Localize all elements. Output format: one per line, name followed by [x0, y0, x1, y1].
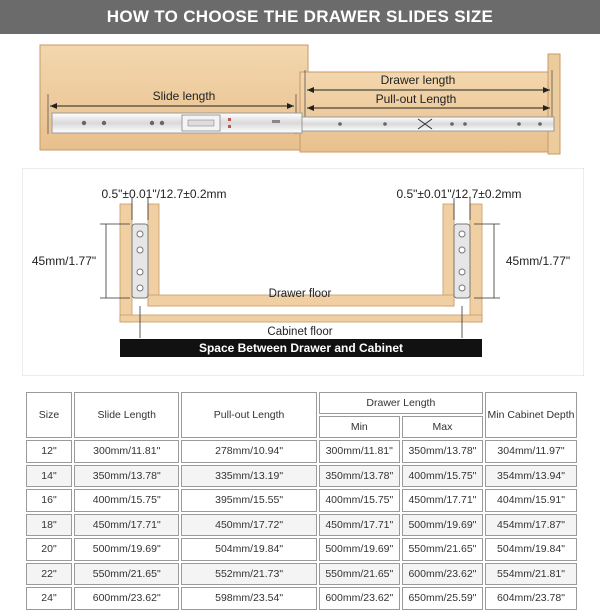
drawer-length-label: Drawer length	[380, 73, 456, 87]
cell-min-cabinet-depth: 504mm/19.84"	[485, 538, 577, 561]
cell-min-cabinet-depth: 304mm/11.97"	[485, 440, 577, 463]
header-min: Min	[319, 416, 400, 438]
space-banner-label: Space Between Drawer and Cabinet	[198, 341, 404, 355]
header-drawer-length: Drawer Length	[319, 392, 483, 414]
cell-size: 14"	[26, 465, 72, 488]
table-row	[26, 563, 577, 586]
header-size: Size	[26, 392, 72, 438]
cell-min: 500mm/19.69"	[319, 538, 400, 561]
cabinet-slide-diagram	[0, 34, 600, 164]
slide-length-label: Slide length	[152, 89, 216, 103]
drawer-wall-right	[443, 204, 454, 306]
table-row	[26, 440, 577, 463]
gap-right-label: 0.5"±0.01"/12.7±0.2mm	[396, 187, 522, 201]
cell-max: 500mm/19.69"	[402, 514, 483, 537]
cell-size: 22"	[26, 563, 72, 586]
size-table	[24, 390, 579, 612]
cabinet-wall-left	[120, 204, 132, 322]
cabinet-floor-label: Cabinet floor	[267, 326, 333, 338]
table-row	[26, 538, 577, 561]
cell-size: 20"	[26, 538, 72, 561]
slide-profile-left	[132, 224, 148, 298]
cell-slide-length: 350mm/13.78"	[74, 465, 179, 488]
cell-min: 400mm/15.75"	[319, 489, 400, 512]
header-max: Max	[402, 416, 483, 438]
header-pullout-length: Pull-out Length	[181, 392, 316, 438]
cell-max: 650mm/25.59"	[402, 587, 483, 610]
header-min-cabinet-depth: Min Cabinet Depth	[485, 392, 577, 438]
cell-min: 450mm/17.71"	[319, 514, 400, 537]
cell-size: 24"	[26, 587, 72, 610]
cell-slide-length: 500mm/19.69"	[74, 538, 179, 561]
size-table-grid	[24, 390, 579, 612]
cell-pullout-length: 278mm/10.94"	[181, 440, 316, 463]
cell-max: 450mm/17.71"	[402, 489, 483, 512]
pullout-length-label: Pull-out Length	[375, 92, 457, 106]
cell-max: 550mm/21.65"	[402, 538, 483, 561]
drawer-front	[548, 54, 560, 154]
cell-min: 600mm/23.62"	[319, 587, 400, 610]
height-left-label: 45mm/1.77"	[31, 254, 97, 268]
table-row	[26, 465, 577, 488]
cell-min: 350mm/13.78"	[319, 465, 400, 488]
cell-pullout-length: 450mm/17.72"	[181, 514, 316, 537]
slide-profile-right	[454, 224, 470, 298]
cell-max: 600mm/23.62"	[402, 563, 483, 586]
cell-min: 550mm/21.65"	[319, 563, 400, 586]
cell-slide-length: 300mm/11.81"	[74, 440, 179, 463]
cell-min-cabinet-depth: 404mm/15.91"	[485, 489, 577, 512]
cell-slide-length: 600mm/23.62"	[74, 587, 179, 610]
cabinet-floor	[120, 315, 482, 322]
table-row	[26, 514, 577, 537]
cell-pullout-length: 335mm/13.19"	[181, 465, 316, 488]
cell-pullout-length: 395mm/15.55"	[181, 489, 316, 512]
gap-left-label: 0.5"±0.01"/12.7±0.2mm	[101, 187, 227, 201]
header-slide-length: Slide Length	[74, 392, 179, 438]
cabinet-wall-right	[470, 204, 482, 322]
cell-slide-length: 550mm/21.65"	[74, 563, 179, 586]
table-row	[26, 489, 577, 512]
cell-size: 16"	[26, 489, 72, 512]
cell-pullout-length: 552mm/21.73"	[181, 563, 316, 586]
cell-slide-length: 400mm/15.75"	[74, 489, 179, 512]
page-title: HOW TO CHOOSE THE DRAWER SLIDES SIZE	[0, 0, 600, 34]
drawer-floor-label: Drawer floor	[268, 288, 332, 300]
cell-max: 400mm/15.75"	[402, 465, 483, 488]
cell-min-cabinet-depth: 354mm/13.94"	[485, 465, 577, 488]
table-row	[26, 587, 577, 610]
cell-min-cabinet-depth: 604mm/23.78"	[485, 587, 577, 610]
cell-pullout-length: 598mm/23.54"	[181, 587, 316, 610]
cell-min: 300mm/11.81"	[319, 440, 400, 463]
cell-size: 12"	[26, 440, 72, 463]
cell-slide-length: 450mm/17.71"	[74, 514, 179, 537]
height-right-label: 45mm/1.77"	[505, 254, 571, 268]
cell-min-cabinet-depth: 454mm/17.87"	[485, 514, 577, 537]
drawer-profile-diagram	[22, 168, 584, 376]
drawer-wall-left	[148, 204, 159, 306]
cell-max: 350mm/13.78"	[402, 440, 483, 463]
cell-pullout-length: 504mm/19.84"	[181, 538, 316, 561]
cell-min-cabinet-depth: 554mm/21.81"	[485, 563, 577, 586]
cell-size: 18"	[26, 514, 72, 537]
